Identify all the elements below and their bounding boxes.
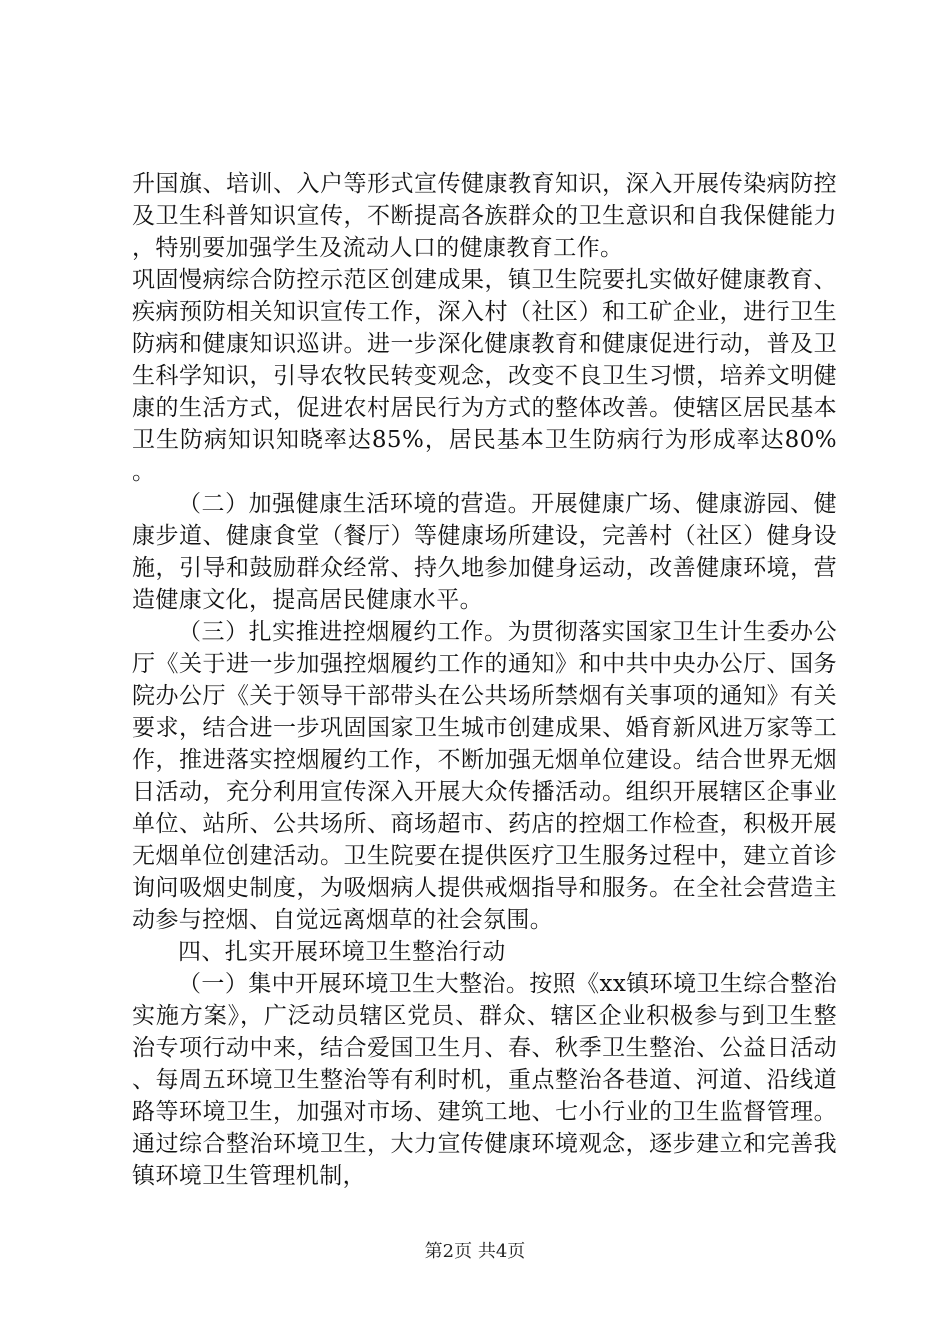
page-number-footer: 第2页 共4页 [424,1241,526,1262]
document-body [132,168,837,1192]
paragraph-health-education: 升国旗、培训、入户等形式宣传健康教育知识，深入开展传染病防控及卫生科普知识宣传，不断提高各族群众的卫生意识和自我保健能力，特别要加强学生及流动人口的健康教育工作。 [132,171,837,261]
paragraph-healthy-environment: （二）加强健康生活环境的营造。开展健康广场、健康游园、健康步道、健康食堂（餐厅）等健康场所建设，完善村（社区）健身设施，引导和鼓励群众经常、持久地参加健身运动，改善健康环境，营造健康文化，提高居民健康水平。 [132,491,837,613]
paragraph-chronic-disease-demo: 巩固慢病综合防控示范区创建成果，镇卫生院要扎实做好健康教育、疾病预防相关知识宣传工作，深入村（社区）和工矿企业，进行卫生防病和健康知识巡讲。进一步深化健康教育和健康促进行动，普及卫生科学知识，引导农牧民转变观念，改变不良卫生习惯，培养文明健康的生活方式，促进农村居民行为方式的整体改善。使辖区居民基本卫生防病知识知晓率达85%，居民基本卫生防病行为形成率达80%。 [132,267,837,485]
paragraph-tobacco-control: （三）扎实推进控烟履约工作。为贯彻落实国家卫生计生委办公厅《关于进一步加强控烟履约工作的通知》和中共中央办公厅、国务院办公厅《关于领导干部带头在公共场所禁烟有关事项的通知》有关要求，结合进一步巩固国家卫生城市创建成果、婚育新风进万家等工作，推进落实控烟履约工作，不断加强无烟单位建设。结合世界无烟日活动，充分利用宣传深入开展大众传播活动。组织开展辖区企事业单位、站所、公共场所、商场超市、药店的控烟工作检查，积极开展无烟单位创建活动。卫生院要在提供医疗卫生服务过程中，建立首诊询问吸烟史制度，为吸烟病人提供戒烟指导和服务。在全社会营造主动参与控烟、自觉远离烟草的社会氛围。 [132,619,837,933]
paragraph-sanitation-campaign: （一）集中开展环境卫生大整治。按照《xx镇环境卫生综合整治实施方案》，广泛动员辖区党员、群众、辖区企业积极参与到卫生整治专项行动中来，结合爱国卫生月、春、秋季卫生整治、公益日活动、每周五环境卫生整治等有利时机，重点整治各巷道、河道、沿线道路等环境卫生，加强对市场、建筑工地、七小行业的卫生监督管理。通过综合整治环境卫生，大力宣传健康环境观念，逐步建立和完善我镇环境卫生管理机制， [132,971,837,1189]
section-heading-sanitation: 四、扎实开展环境卫生整治行动 [178,939,506,965]
